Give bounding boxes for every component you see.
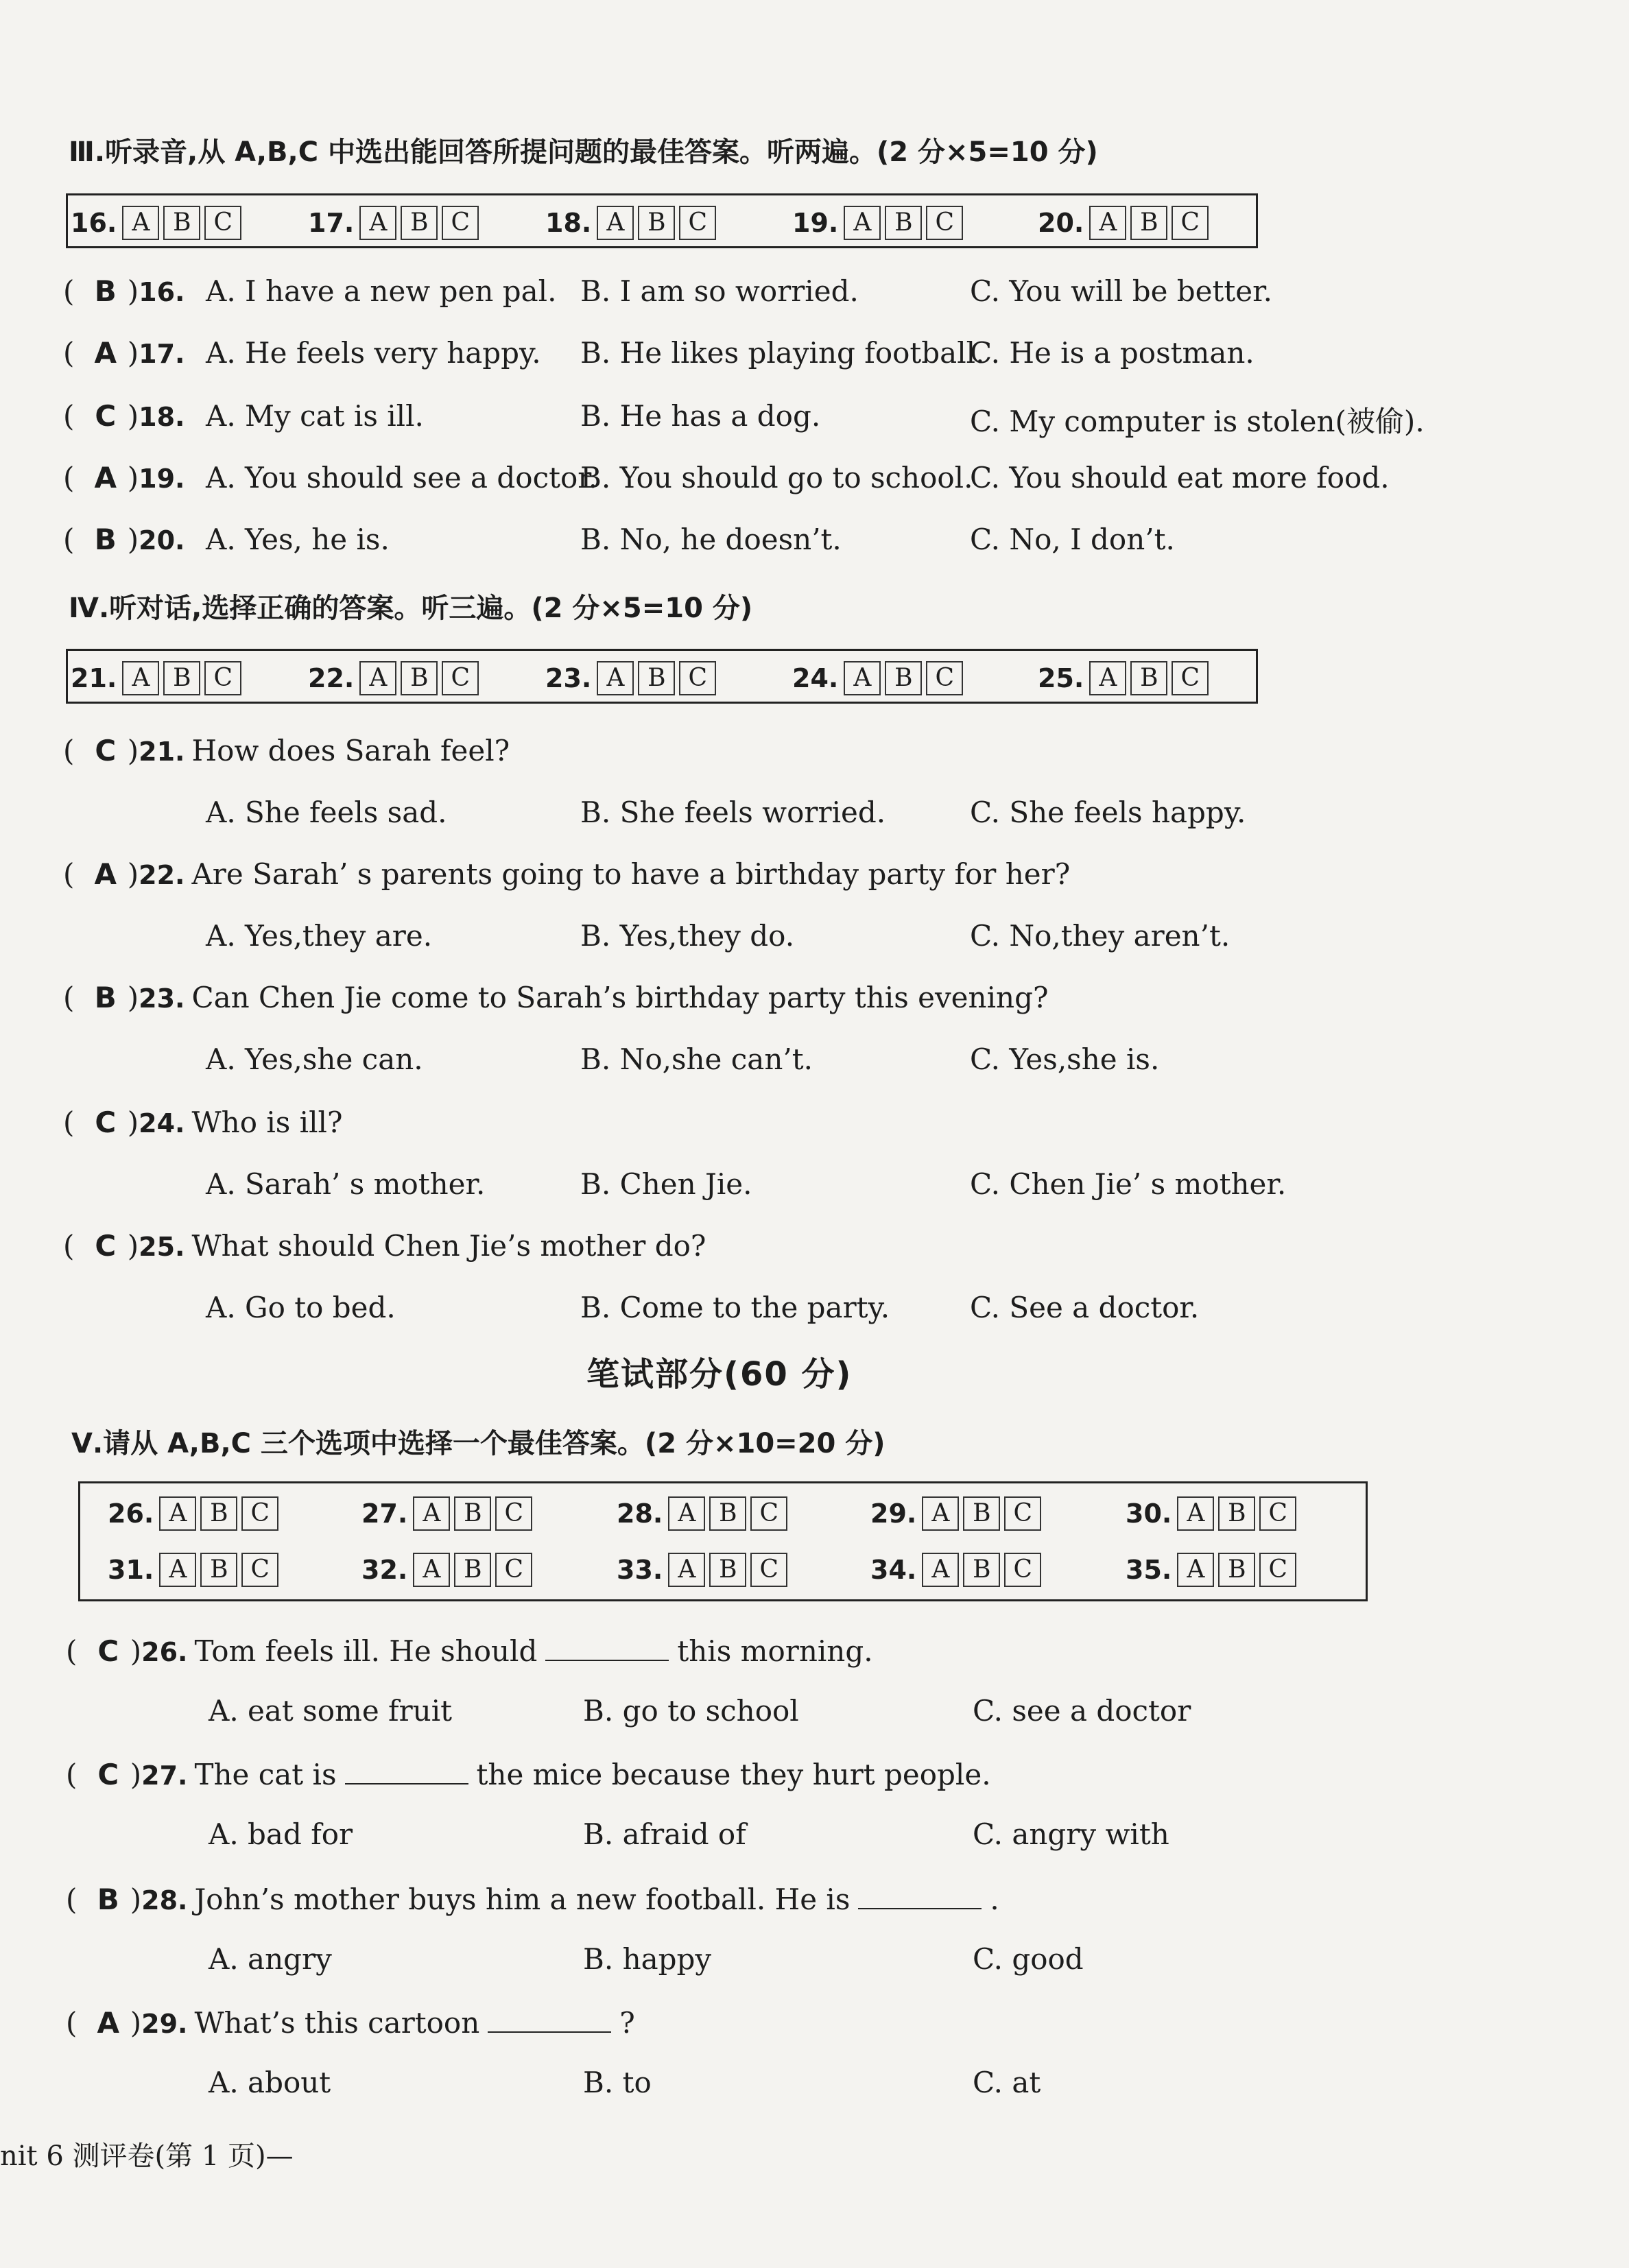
answer-letter: C bbox=[95, 1106, 117, 1139]
option-box: B bbox=[454, 1496, 491, 1531]
option-a: A. I have a new pen pal. bbox=[206, 274, 557, 308]
question-stem-end: . bbox=[990, 1883, 999, 1916]
answer-letter: C bbox=[97, 1634, 119, 1668]
option-c: C. My computer is stolen(被偷). bbox=[970, 405, 1425, 438]
sheet-question-number: 24. bbox=[792, 663, 839, 693]
option-a: A. She feels sad. bbox=[206, 796, 447, 829]
option-box: B bbox=[1218, 1553, 1255, 1587]
question-row bbox=[66, 1632, 873, 1668]
question-number: 22. bbox=[139, 860, 185, 890]
sheet-group bbox=[308, 651, 483, 706]
answer-letter: B bbox=[94, 523, 117, 556]
option-box: B bbox=[200, 1553, 237, 1587]
answer-letter: C bbox=[95, 1229, 117, 1263]
question-stem-end: ? bbox=[619, 2006, 635, 2040]
sheet-group bbox=[1126, 1542, 1300, 1597]
option-a: A. He feels very happy. bbox=[206, 336, 541, 370]
option-b: B. Chen Jie. bbox=[580, 1167, 752, 1201]
option-c: C. Yes,she is. bbox=[970, 1042, 1160, 1076]
answer-sheet-3 bbox=[66, 193, 1258, 248]
paren-close: ) bbox=[127, 274, 139, 308]
option-box: B bbox=[1130, 206, 1167, 240]
option-box: C bbox=[204, 661, 241, 695]
question-number: 29. bbox=[141, 2009, 188, 2039]
option-a: A. Yes, he is. bbox=[206, 523, 390, 556]
sheet-group bbox=[545, 651, 720, 706]
sheet-question-number: 17. bbox=[308, 208, 355, 238]
paren-close: ) bbox=[127, 523, 139, 556]
paren-open: ( bbox=[63, 857, 84, 891]
option-c: C. No, I don’t. bbox=[970, 523, 1175, 556]
paren-close: ) bbox=[127, 734, 139, 767]
option-b: B. afraid of bbox=[583, 1817, 746, 1851]
sheet-group bbox=[617, 1542, 792, 1597]
sheet-group bbox=[1126, 1486, 1300, 1541]
paren-close: ) bbox=[127, 1229, 139, 1263]
question-row bbox=[63, 399, 185, 433]
sheet-question-number: 23. bbox=[545, 663, 592, 693]
option-b: B. go to school bbox=[583, 1694, 799, 1728]
paren-open: ( bbox=[66, 2006, 86, 2040]
question-number: 24. bbox=[139, 1108, 185, 1138]
option-b: B. She feels worried. bbox=[580, 796, 886, 829]
paren-close: ) bbox=[130, 1883, 142, 1916]
sheet-question-number: 22. bbox=[308, 663, 355, 693]
sheet-question-number: 21. bbox=[71, 663, 117, 693]
question-row bbox=[63, 336, 185, 370]
sheet-group bbox=[108, 1486, 283, 1541]
option-a: A. My cat is ill. bbox=[206, 399, 424, 433]
option-box: A bbox=[159, 1496, 196, 1531]
option-box: C bbox=[1259, 1553, 1296, 1587]
section-5-title: Ⅴ.请从 A,B,C 三个选项中选择一个最佳答案。(2 分×10=20 分) bbox=[71, 1428, 885, 1459]
paren-close: ) bbox=[127, 1106, 139, 1139]
option-b: B. happy bbox=[583, 1942, 712, 1976]
option-a: A. about bbox=[209, 2066, 331, 2099]
option-box: A bbox=[597, 206, 634, 240]
paren-open: ( bbox=[66, 1758, 86, 1791]
question-number: 25. bbox=[139, 1232, 185, 1262]
option-c: C. Chen Jie’ s mother. bbox=[970, 1167, 1287, 1201]
paren-open: ( bbox=[66, 1634, 86, 1668]
sheet-group bbox=[870, 1542, 1045, 1597]
question-number: 23. bbox=[139, 983, 185, 1014]
option-box: B bbox=[638, 206, 675, 240]
option-c: C. She feels happy. bbox=[970, 796, 1246, 829]
question-row bbox=[66, 1881, 999, 1916]
sheet-group bbox=[361, 1542, 536, 1597]
option-box: C bbox=[1004, 1553, 1041, 1587]
option-a: A. eat some fruit bbox=[209, 1694, 453, 1728]
option-a: A. You should see a doctor. bbox=[206, 461, 598, 494]
option-box: C bbox=[679, 661, 716, 695]
sheet-question-number: 31. bbox=[108, 1555, 154, 1585]
paren-close: ) bbox=[130, 1758, 142, 1791]
option-box: C bbox=[442, 206, 479, 240]
paren-open: ( bbox=[66, 1883, 86, 1916]
option-box: B bbox=[709, 1496, 746, 1531]
option-a: A. Yes,they are. bbox=[206, 919, 433, 953]
option-box: A bbox=[1177, 1553, 1214, 1587]
sheet-group bbox=[617, 1486, 792, 1541]
option-box: C bbox=[1172, 661, 1209, 695]
option-box: C bbox=[204, 206, 241, 240]
paren-open: ( bbox=[63, 523, 84, 556]
option-box: B bbox=[1130, 661, 1167, 695]
question-row bbox=[63, 1106, 342, 1139]
option-box: B bbox=[1218, 1496, 1255, 1531]
question-row bbox=[66, 1756, 991, 1791]
section-4-title: Ⅳ.听对话,选择正确的答案。听三遍。(2 分×5=10 分) bbox=[69, 593, 753, 624]
option-box: C bbox=[926, 206, 963, 240]
question-stem: What’s this cartoon bbox=[194, 2006, 480, 2040]
option-box: B bbox=[200, 1496, 237, 1531]
option-box: C bbox=[750, 1553, 787, 1587]
option-box: A bbox=[668, 1553, 705, 1587]
option-a: A. Go to bed. bbox=[206, 1291, 396, 1324]
sheet-question-number: 26. bbox=[108, 1499, 154, 1529]
question-stem: The cat is bbox=[194, 1758, 337, 1791]
answer-blank bbox=[858, 1881, 982, 1909]
question-number: 27. bbox=[141, 1760, 188, 1791]
question-number: 26. bbox=[141, 1637, 188, 1667]
sheet-group bbox=[108, 1542, 283, 1597]
paren-open: ( bbox=[63, 399, 84, 433]
option-b: B. No, he doesn’t. bbox=[580, 523, 842, 556]
option-b: B. No,she can’t. bbox=[580, 1042, 813, 1076]
option-box: A bbox=[844, 206, 881, 240]
paren-close: ) bbox=[130, 1634, 142, 1668]
option-a: A. Yes,she can. bbox=[206, 1042, 423, 1076]
sheet-question-number: 30. bbox=[1126, 1499, 1172, 1529]
option-box: A bbox=[597, 661, 634, 695]
sheet-question-number: 32. bbox=[361, 1555, 408, 1585]
answer-letter: A bbox=[94, 336, 117, 370]
sheet-question-number: 20. bbox=[1038, 208, 1084, 238]
option-box: B bbox=[963, 1553, 1000, 1587]
sheet-group bbox=[545, 195, 720, 250]
question-stem: Are Sarah’ s parents going to have a birthday party for her? bbox=[191, 857, 1071, 891]
question-row bbox=[66, 2004, 635, 2040]
sheet-question-number: 28. bbox=[617, 1499, 663, 1529]
sheet-group bbox=[792, 651, 967, 706]
sheet-question-number: 29. bbox=[870, 1499, 917, 1529]
option-box: A bbox=[922, 1496, 959, 1531]
option-box: A bbox=[1177, 1496, 1214, 1531]
sheet-group bbox=[1038, 195, 1213, 250]
sheet-group bbox=[792, 195, 967, 250]
option-a: A. bad for bbox=[209, 1817, 353, 1851]
option-box: B bbox=[163, 206, 200, 240]
question-number: 28. bbox=[141, 1885, 188, 1915]
option-box: C bbox=[495, 1553, 532, 1587]
paren-open: ( bbox=[63, 274, 84, 308]
answer-blank bbox=[545, 1632, 669, 1661]
option-box: C bbox=[241, 1496, 278, 1531]
question-row bbox=[63, 734, 510, 767]
sheet-group bbox=[71, 651, 246, 706]
option-box: A bbox=[359, 661, 396, 695]
question-row bbox=[63, 981, 1048, 1014]
answer-letter: B bbox=[94, 274, 117, 308]
option-c: C. He is a postman. bbox=[970, 336, 1255, 370]
option-box: A bbox=[159, 1553, 196, 1587]
answer-letter: C bbox=[97, 1758, 119, 1791]
option-box: C bbox=[1259, 1496, 1296, 1531]
option-box: C bbox=[1004, 1496, 1041, 1531]
written-part-title: 笔试部分(60 分) bbox=[586, 1355, 853, 1394]
option-box: B bbox=[401, 206, 438, 240]
paren-open: ( bbox=[63, 1229, 84, 1263]
option-b: B. to bbox=[583, 2066, 652, 2099]
answer-letter: B bbox=[97, 1883, 119, 1916]
question-stem: John’s mother buys him a new football. He is bbox=[194, 1883, 851, 1916]
paren-close: ) bbox=[127, 399, 139, 433]
question-row bbox=[63, 274, 185, 308]
option-box: A bbox=[844, 661, 881, 695]
answer-letter: C bbox=[95, 399, 117, 433]
option-b: B. He has a dog. bbox=[580, 399, 821, 433]
option-box: C bbox=[926, 661, 963, 695]
question-stem: Who is ill? bbox=[191, 1106, 343, 1139]
paren-close: ) bbox=[127, 336, 139, 370]
option-box: B bbox=[963, 1496, 1000, 1531]
option-c: C. angry with bbox=[973, 1817, 1169, 1851]
option-box: C bbox=[1172, 206, 1209, 240]
option-box: A bbox=[922, 1553, 959, 1587]
answer-sheet-5 bbox=[78, 1481, 1368, 1601]
answer-letter: A bbox=[94, 461, 117, 494]
paren-open: ( bbox=[63, 461, 84, 494]
option-box: A bbox=[668, 1496, 705, 1531]
option-box: A bbox=[413, 1553, 450, 1587]
question-stem: Tom feels ill. He should bbox=[194, 1634, 538, 1668]
question-number: 17. bbox=[139, 339, 185, 369]
question-number: 21. bbox=[139, 737, 185, 767]
option-box: B bbox=[638, 661, 675, 695]
sheet-question-number: 35. bbox=[1126, 1555, 1172, 1585]
option-c: C. You should eat more food. bbox=[970, 461, 1390, 494]
option-b: B. Come to the party. bbox=[580, 1291, 890, 1324]
answer-letter: A bbox=[97, 2006, 119, 2040]
option-box: A bbox=[1089, 661, 1126, 695]
option-c: C. see a doctor bbox=[973, 1694, 1191, 1728]
answer-sheet-4 bbox=[66, 649, 1258, 704]
question-stem-end: the mice because they hurt people. bbox=[476, 1758, 991, 1791]
option-c: C. No,they aren’t. bbox=[970, 919, 1230, 953]
answer-blank bbox=[345, 1756, 468, 1784]
option-box: B bbox=[885, 206, 922, 240]
option-box: C bbox=[679, 206, 716, 240]
paren-close: ) bbox=[130, 2006, 142, 2040]
paren-close: ) bbox=[127, 461, 139, 494]
option-box: A bbox=[122, 661, 159, 695]
sheet-question-number: 27. bbox=[361, 1499, 408, 1529]
option-box: B bbox=[454, 1553, 491, 1587]
question-row bbox=[63, 857, 1070, 891]
option-box: A bbox=[122, 206, 159, 240]
page-footer: nit 6 测评卷(第 1 页)— bbox=[0, 2140, 294, 2172]
option-box: C bbox=[750, 1496, 787, 1531]
question-number: 16. bbox=[139, 277, 185, 307]
section-3-title: Ⅲ.听录音,从 A,B,C 中选出能回答所提问题的最佳答案。听两遍。(2 分×5=10 分) bbox=[69, 136, 1098, 168]
paren-open: ( bbox=[63, 1106, 84, 1139]
sheet-question-number: 18. bbox=[545, 208, 592, 238]
option-box: C bbox=[241, 1553, 278, 1587]
option-box: B bbox=[885, 661, 922, 695]
option-c: C. See a doctor. bbox=[970, 1291, 1200, 1324]
sheet-question-number: 19. bbox=[792, 208, 839, 238]
option-box: A bbox=[413, 1496, 450, 1531]
question-number: 20. bbox=[139, 525, 185, 556]
paren-close: ) bbox=[127, 857, 139, 891]
question-row bbox=[63, 1229, 706, 1263]
paren-open: ( bbox=[63, 734, 84, 767]
option-a: A. angry bbox=[209, 1942, 332, 1976]
answer-letter: B bbox=[94, 981, 117, 1014]
question-row bbox=[63, 461, 185, 494]
sheet-question-number: 33. bbox=[617, 1555, 663, 1585]
question-stem: How does Sarah feel? bbox=[191, 734, 510, 767]
question-number: 19. bbox=[139, 464, 185, 494]
option-c: C. You will be better. bbox=[970, 274, 1272, 308]
sheet-group bbox=[361, 1486, 536, 1541]
answer-blank bbox=[488, 2004, 611, 2033]
question-row bbox=[63, 523, 185, 556]
option-a: A. Sarah’ s mother. bbox=[206, 1167, 486, 1201]
option-b: B. You should go to school. bbox=[580, 461, 973, 494]
question-stem: What should Chen Jie’s mother do? bbox=[191, 1229, 706, 1263]
question-number: 18. bbox=[139, 402, 185, 432]
option-box: B bbox=[709, 1553, 746, 1587]
sheet-group bbox=[71, 195, 246, 250]
sheet-question-number: 25. bbox=[1038, 663, 1084, 693]
option-box: A bbox=[359, 206, 396, 240]
answer-letter: A bbox=[94, 857, 117, 891]
paren-open: ( bbox=[63, 336, 84, 370]
option-box: C bbox=[495, 1496, 532, 1531]
option-c: C. at bbox=[973, 2066, 1041, 2099]
sheet-question-number: 34. bbox=[870, 1555, 917, 1585]
option-box: B bbox=[163, 661, 200, 695]
option-box: C bbox=[442, 661, 479, 695]
option-c: C. good bbox=[973, 1942, 1084, 1976]
option-b: B. Yes,they do. bbox=[580, 919, 795, 953]
paren-open: ( bbox=[63, 981, 84, 1014]
sheet-group bbox=[308, 195, 483, 250]
sheet-group bbox=[870, 1486, 1045, 1541]
question-stem-end: this morning. bbox=[677, 1634, 873, 1668]
paren-close: ) bbox=[127, 981, 139, 1014]
option-b: B. I am so worried. bbox=[580, 274, 859, 308]
option-box: A bbox=[1089, 206, 1126, 240]
answer-letter: C bbox=[95, 734, 117, 767]
sheet-question-number: 16. bbox=[71, 208, 117, 238]
question-stem: Can Chen Jie come to Sarah’s birthday party this evening? bbox=[191, 981, 1049, 1014]
sheet-group bbox=[1038, 651, 1213, 706]
option-box: B bbox=[401, 661, 438, 695]
option-b: B. He likes playing football. bbox=[580, 336, 985, 370]
